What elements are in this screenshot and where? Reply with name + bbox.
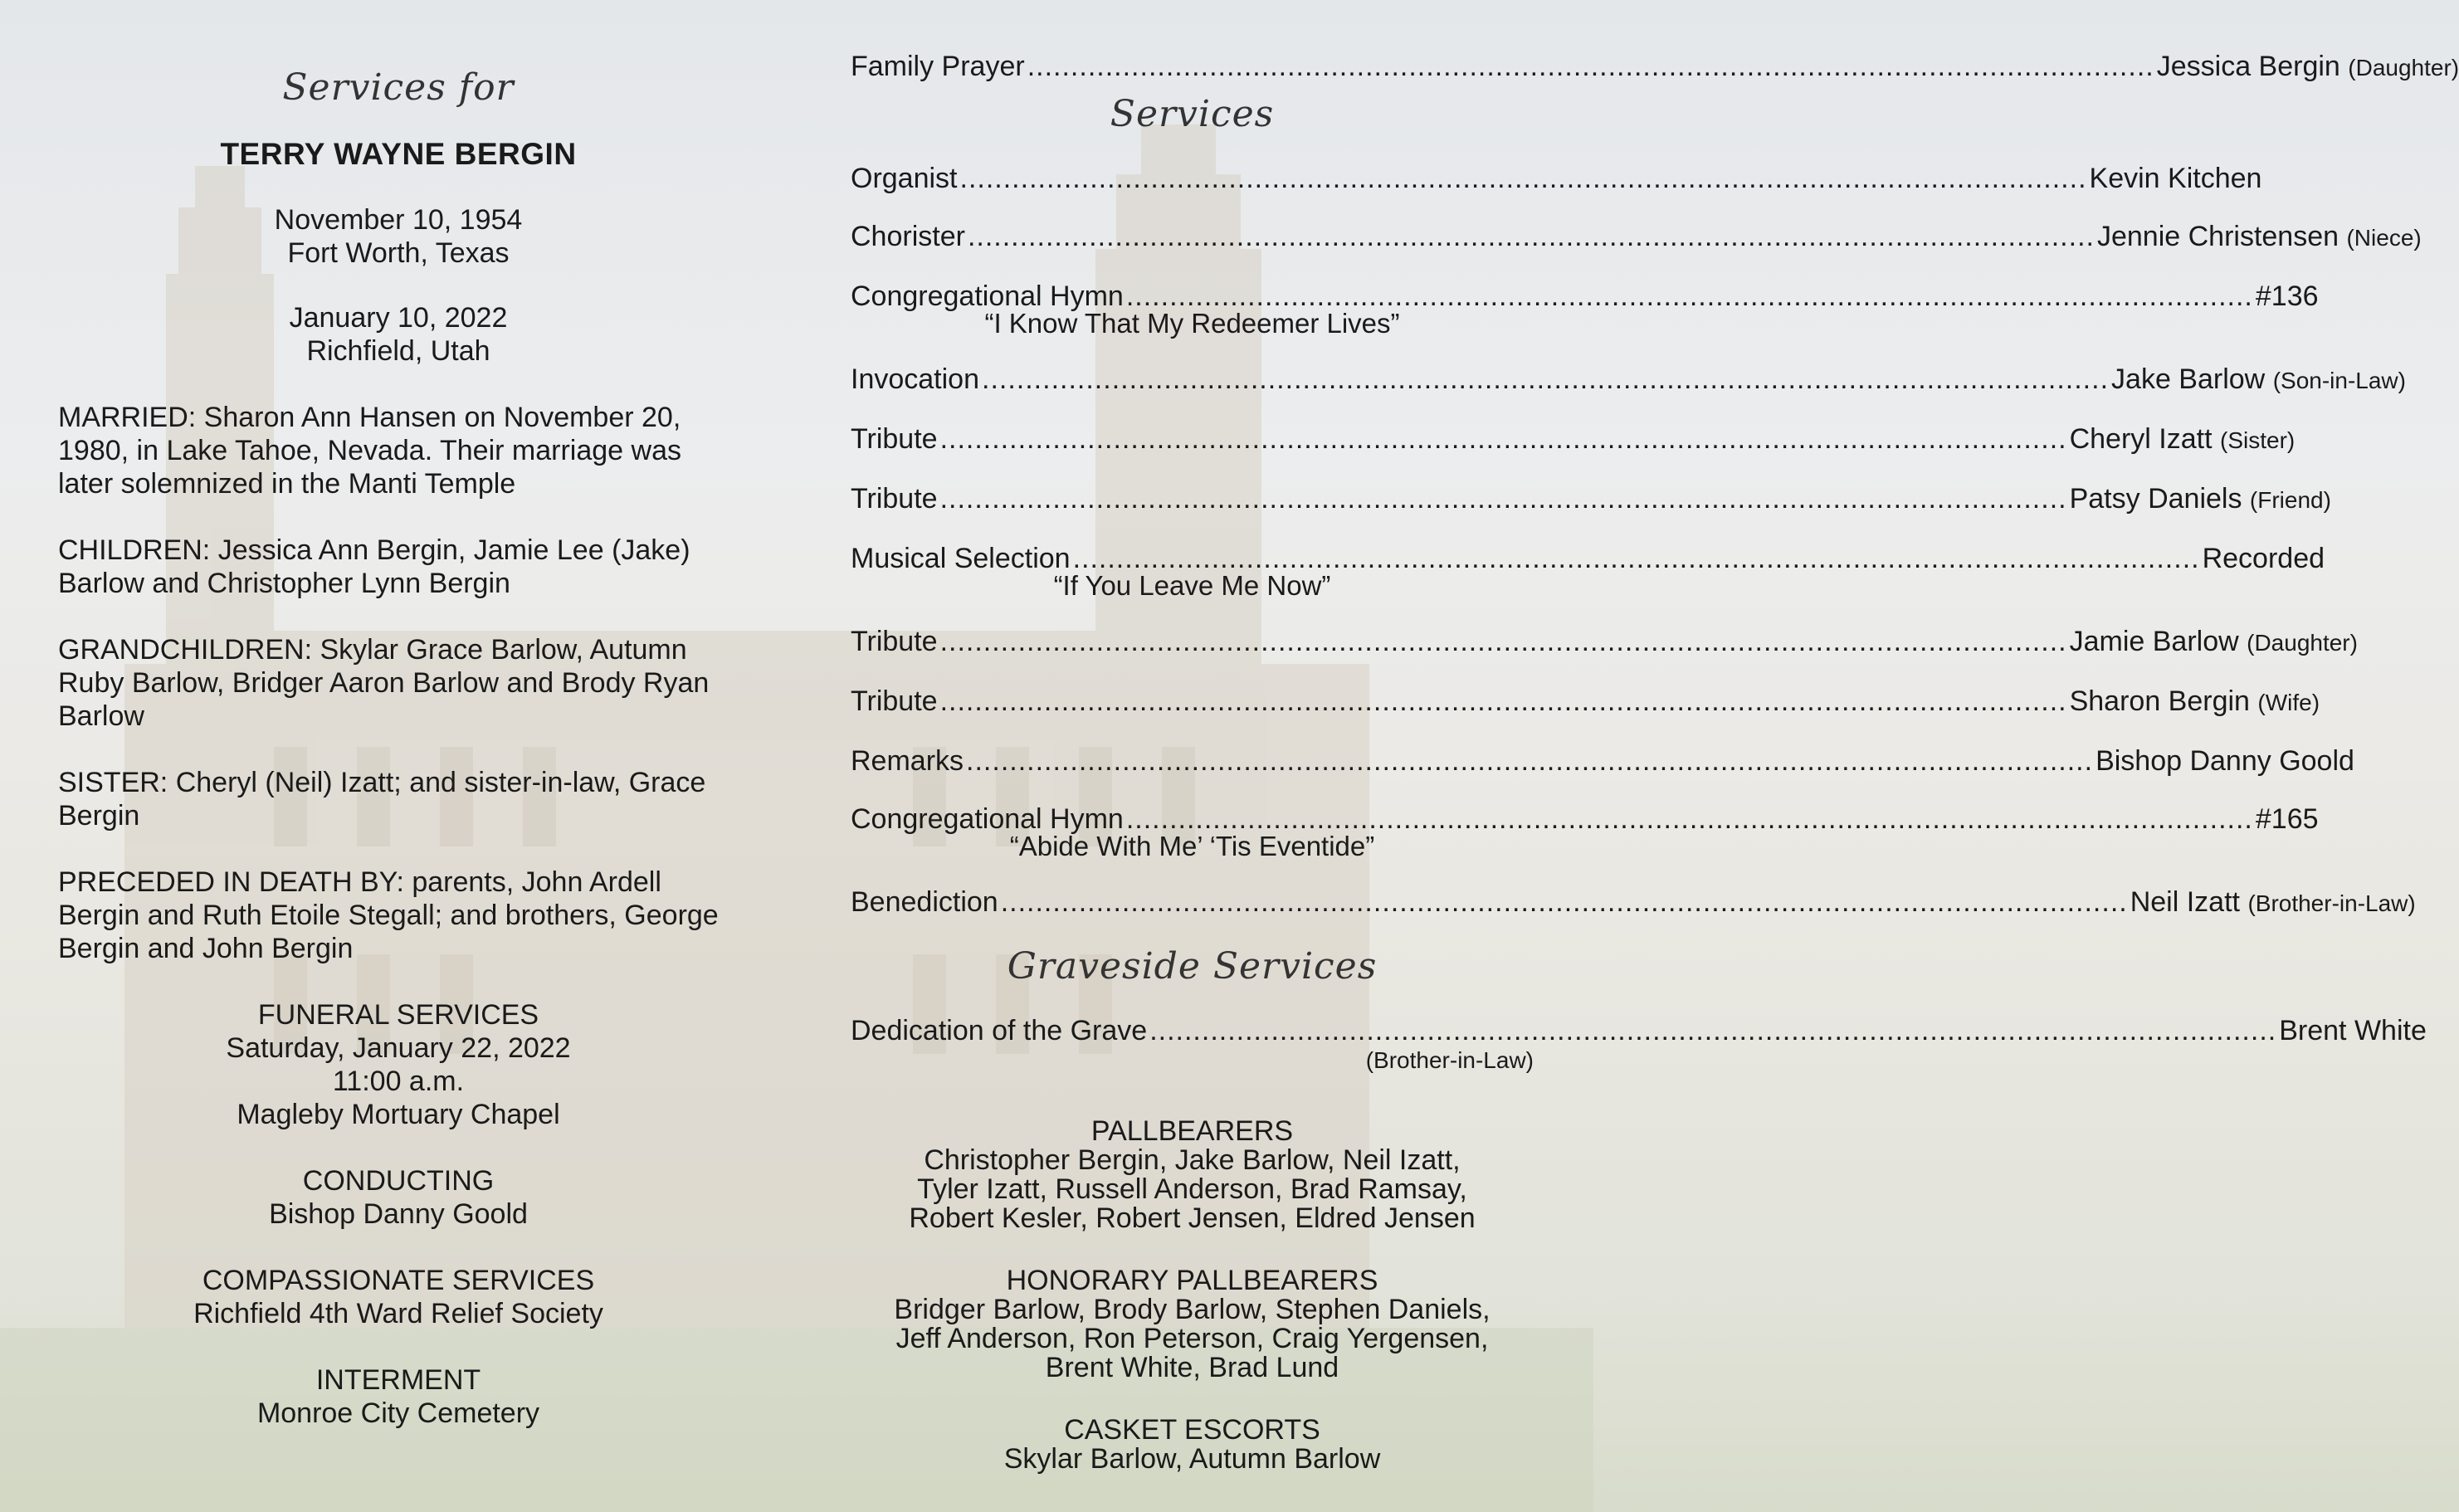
leader-dots: .................................................................................................................................. (939, 685, 2067, 717)
program-list (851, 162, 2422, 920)
program-value: Cheryl Izatt (2069, 423, 2213, 455)
compassionate-heading: COMPASSIONATE SERVICES (202, 1265, 595, 1296)
program-entry (851, 802, 2319, 861)
leader-dots: .................................................................................................................................. (1125, 803, 2253, 835)
leader-dots: .................................................................................................................................. (959, 163, 2087, 194)
program-label: Remarks (851, 745, 964, 777)
pallbearers-block (851, 1117, 1534, 1233)
program-note: (Brother-in-Law) (1365, 1047, 1534, 1073)
birth-place: Fort Worth, Texas (287, 237, 510, 269)
interment-place: Monroe City Cemetery (256, 1397, 540, 1429)
dedication-entry (851, 1014, 2427, 1074)
program-value: Brent White (2279, 1015, 2427, 1046)
program-note: (Daughter) (2348, 55, 2459, 80)
birth-date: November 10, 1954 (274, 204, 523, 236)
honorary-heading: HONORARY PALLBEARERS (1006, 1265, 1378, 1296)
program-column (851, 50, 2459, 1475)
birth-info (58, 203, 739, 270)
compassionate-name: Richfield 4th Ward Relief Society (193, 1298, 603, 1329)
program-entry (851, 744, 2354, 778)
program-label: Invocation (851, 363, 979, 395)
compassionate-block (58, 1264, 739, 1330)
program-value: Recorded (2202, 543, 2325, 574)
conducting-block (58, 1164, 739, 1231)
program-note: (Son-in-Law) (2272, 368, 2406, 393)
program-note: (Sister) (2220, 427, 2296, 453)
funeral-date: Saturday, January 22, 2022 (226, 1032, 571, 1064)
program-label: Congregational Hymn (851, 803, 1124, 835)
conducting-name: Bishop Danny Goold (269, 1198, 528, 1230)
leader-dots: .................................................................................................................................. (1027, 51, 2154, 82)
honorary-line: Bridger Barlow, Brody Barlow, Stephen Daniels, (894, 1294, 1491, 1325)
pallbearers-line: Robert Kesler, Robert Jensen, Eldred Jensen (909, 1202, 1476, 1234)
program-label: Tribute (851, 483, 938, 515)
pallbearers-line: Tyler Izatt, Russell Anderson, Brad Ramsay, (917, 1173, 1467, 1205)
leader-dots: .................................................................................................................................. (939, 483, 2067, 515)
program-note: (Friend) (2249, 487, 2331, 513)
program-note: (Brother-in-Law) (2247, 890, 2416, 916)
death-date: January 10, 2022 (289, 302, 508, 334)
program-entry (851, 885, 2416, 920)
program-entry (851, 482, 2331, 517)
casket-escorts-block (851, 1416, 1534, 1474)
program-value: Jennie Christensen (2096, 221, 2339, 252)
program-label: Chorister (851, 221, 965, 252)
funeral-heading: FUNERAL SERVICES (257, 999, 539, 1031)
program-label: Musical Selection (851, 543, 1071, 574)
program-value: Jessica Bergin (2156, 51, 2340, 82)
leader-dots: .................................................................................................................................. (1149, 1015, 2277, 1046)
married-paragraph: MARRIED: Sharon Ann Hansen on November 20, 1980, in Lake Tahoe, Nevada. Their marriage was later solemnized in the Manti Temple (58, 402, 681, 500)
preceded-paragraph: PRECEDED IN DEATH BY: parents, John Ardell Bergin and Ruth Etoile Stegall; and brothers, George Bergin and John Bergin (58, 866, 719, 964)
funeral-time: 11:00 a.m. (332, 1066, 465, 1097)
program-note: (Daughter) (2247, 630, 2358, 656)
program-entry (851, 542, 2325, 601)
sister-paragraph: SISTER: Cheryl (Neil) Izatt; and sister-in-law, Grace Bergin (58, 767, 706, 832)
leader-dots: .................................................................................................................................. (939, 423, 2067, 455)
program-label: Tribute (851, 685, 938, 717)
interment-block (58, 1363, 739, 1430)
services-for-heading: Services for (282, 66, 515, 109)
program-entry (851, 220, 2422, 255)
program-value: Sharon Bergin (2069, 685, 2250, 717)
graveside-heading: Graveside Services (1007, 945, 1378, 988)
program-label: Benediction (851, 886, 998, 918)
death-info (58, 301, 739, 368)
program-value: #136 (2255, 280, 2319, 312)
pallbearers-line: Christopher Bergin, Jake Barlow, Neil Izatt, (924, 1144, 1461, 1176)
conducting-heading: CONDUCTING (302, 1165, 495, 1197)
program-label: Dedication of the Grave (851, 1015, 1148, 1046)
grandchildren-paragraph: GRANDCHILDREN: Skylar Grace Barlow, Autumn Ruby Barlow, Bridger Aaron Barlow and Brody Ryan Barlow (58, 634, 710, 732)
program-entry (851, 363, 2406, 398)
leader-dots: .................................................................................................................................. (1000, 886, 2128, 918)
escorts-heading: CASKET ESCORTS (1064, 1414, 1320, 1446)
interment-heading: INTERMENT (315, 1364, 481, 1396)
program-label: Tribute (851, 626, 938, 657)
program-note: (Niece) (2346, 225, 2422, 251)
program-value: #165 (2255, 803, 2319, 835)
leader-dots: .................................................................................................................................. (1125, 280, 2253, 312)
program-value: Patsy Daniels (2069, 483, 2242, 515)
program-value: Jamie Barlow (2069, 626, 2239, 657)
program-label: Family Prayer (851, 51, 1025, 82)
program-entry (851, 625, 2358, 660)
program-label: Tribute (851, 423, 938, 455)
program-value: Neil Izatt (2130, 886, 2240, 918)
escorts-line: Skylar Barlow, Autumn Barlow (1003, 1443, 1381, 1475)
pallbearers-heading: PALLBEARERS (1090, 1115, 1294, 1147)
program-value: Kevin Kitchen (2089, 163, 2262, 194)
honorary-line: Jeff Anderson, Ron Peterson, Craig Yergensen, (895, 1323, 1489, 1354)
program-entry (851, 685, 2320, 719)
deceased-name: TERRY WAYNE BERGIN (220, 137, 577, 171)
obituary-column (58, 66, 739, 1430)
honorary-pallbearers-block (851, 1266, 1534, 1383)
program-entry (851, 280, 2319, 339)
family-prayer-row (851, 50, 2459, 85)
program-entry (851, 422, 2296, 457)
services-heading: Services (1110, 93, 1275, 135)
program-entry (851, 162, 2262, 195)
program-note: (Wife) (2257, 690, 2320, 715)
children-paragraph: CHILDREN: Jessica Ann Bergin, Jamie Lee (Jake) Barlow and Christopher Lynn Bergin (58, 534, 690, 599)
hymn-title: “Abide With Me’ ‘Tis Eventide” (1009, 831, 1375, 861)
program-label: Organist (851, 163, 958, 194)
hymn-title: “If You Leave Me Now” (1053, 570, 1331, 601)
honorary-line: Brent White, Brad Lund (1045, 1352, 1339, 1383)
leader-dots: .................................................................................................................................. (982, 363, 2110, 395)
funeral-services-block (58, 998, 739, 1131)
leader-dots: .................................................................................................................................. (1072, 543, 2200, 574)
leader-dots: .................................................................................................................................. (967, 221, 2095, 252)
hymn-title: “I Know That My Redeemer Lives” (984, 308, 1400, 339)
program-value: Jake Barlow (2111, 363, 2266, 395)
death-place: Richfield, Utah (306, 335, 490, 367)
program-label: Congregational Hymn (851, 280, 1124, 312)
leader-dots: .................................................................................................................................. (966, 745, 2094, 777)
leader-dots: .................................................................................................................................. (939, 626, 2067, 657)
funeral-place: Magleby Mortuary Chapel (237, 1099, 560, 1130)
program-value: Bishop Danny Goold (2096, 745, 2354, 777)
